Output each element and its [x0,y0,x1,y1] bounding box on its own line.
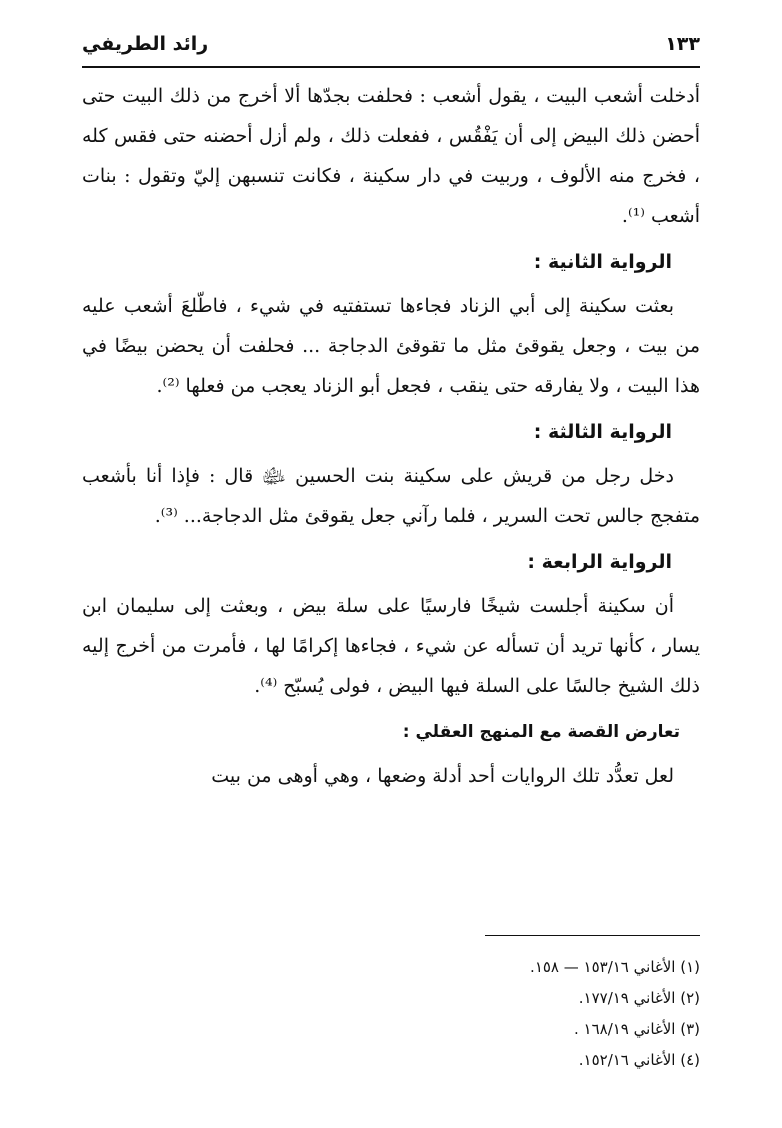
paragraph-narration-2: بعثت سكينة إلى أبي الزناد فجاءها تستفتيه في شيء ، فاطّلعَ أشعب عليه من بيت ، وجعل يقوقئ مثل ما تقوقئ الدجاجة ... فحلفت أن يحضن بيضًا في هذا البيت ، ولا يفارقه حتى ينقب ، فجعل أبو الزناد يعجب من فعلها ⁽²⁾. [82,295,700,397]
header-rule [82,66,700,68]
heading-narration-2: الرواية الثانية : [533,251,672,273]
paragraph-rational-method: لعل تعدُّد تلك الروايات أحد أدلة وضعها ، وهي أوهى من بيت [211,765,674,787]
footnote-3: (٣) الأغاني ١٦٨/١٩ . [573,1020,700,1038]
footnote-4: (٤) الأغاني ١٥٢/١٦. [578,1051,700,1069]
footnotes-rule [485,935,700,936]
body-text [82,76,700,796]
page-number: ١٣٣ [665,33,700,55]
paragraph-intro: أدخلت أشعب البيت ، يقول أشعب : فحلفت بجدّها ألا أخرج من ذلك البيت حتى أحضن ذلك البيض إلى أن يَفْقُس ، ففعلت ذلك ، ولم أزل أحضنه حتى فقس كله ، فخرج منه الألوف ، وربيت في دار سكينة ، فكانت تنسبهن إليّ وتقول : بنات أشعب ⁽¹⁾. [82,85,700,227]
heading-rational-method: تعارض القصة مع المنهج العقلي : [402,722,680,742]
paragraph-narration-4: أن سكينة أجلست شيخًا فارسيًا على سلة بيض ، وبعثت إلى سليمان ابن يسار ، كأنها تريد أن تسأله عن شيء ، فجاءها إكرامًا لها ، فأمرت من أخرج إليه ذلك الشيخ جالسًا على السلة فيها البيض ، فولى يُسبّح ⁽⁴⁾. [82,595,700,697]
footnote-1: (١) الأغاني ١٥٣/١٦ — ١٥٨. [530,958,700,976]
heading-narration-3: الرواية الثالثة : [533,421,672,443]
paragraph-narration-3: دخل رجل من قريش على سكينة بنت الحسين ﵉ قال : فإذا أنا بأشعب متفجج جالس تحت السرير ، فلما رآني جعل يقوقئ مثل الدجاجة... ⁽³⁾. [82,465,700,527]
book-page [82,0,700,1128]
footnote-2: (٢) الأغاني ١٧٧/١٩. [578,989,700,1007]
running-header [82,28,700,60]
footnotes [82,952,700,1076]
running-author: رائد الطريفي [82,33,209,55]
heading-narration-4: الرواية الرابعة : [527,551,672,573]
